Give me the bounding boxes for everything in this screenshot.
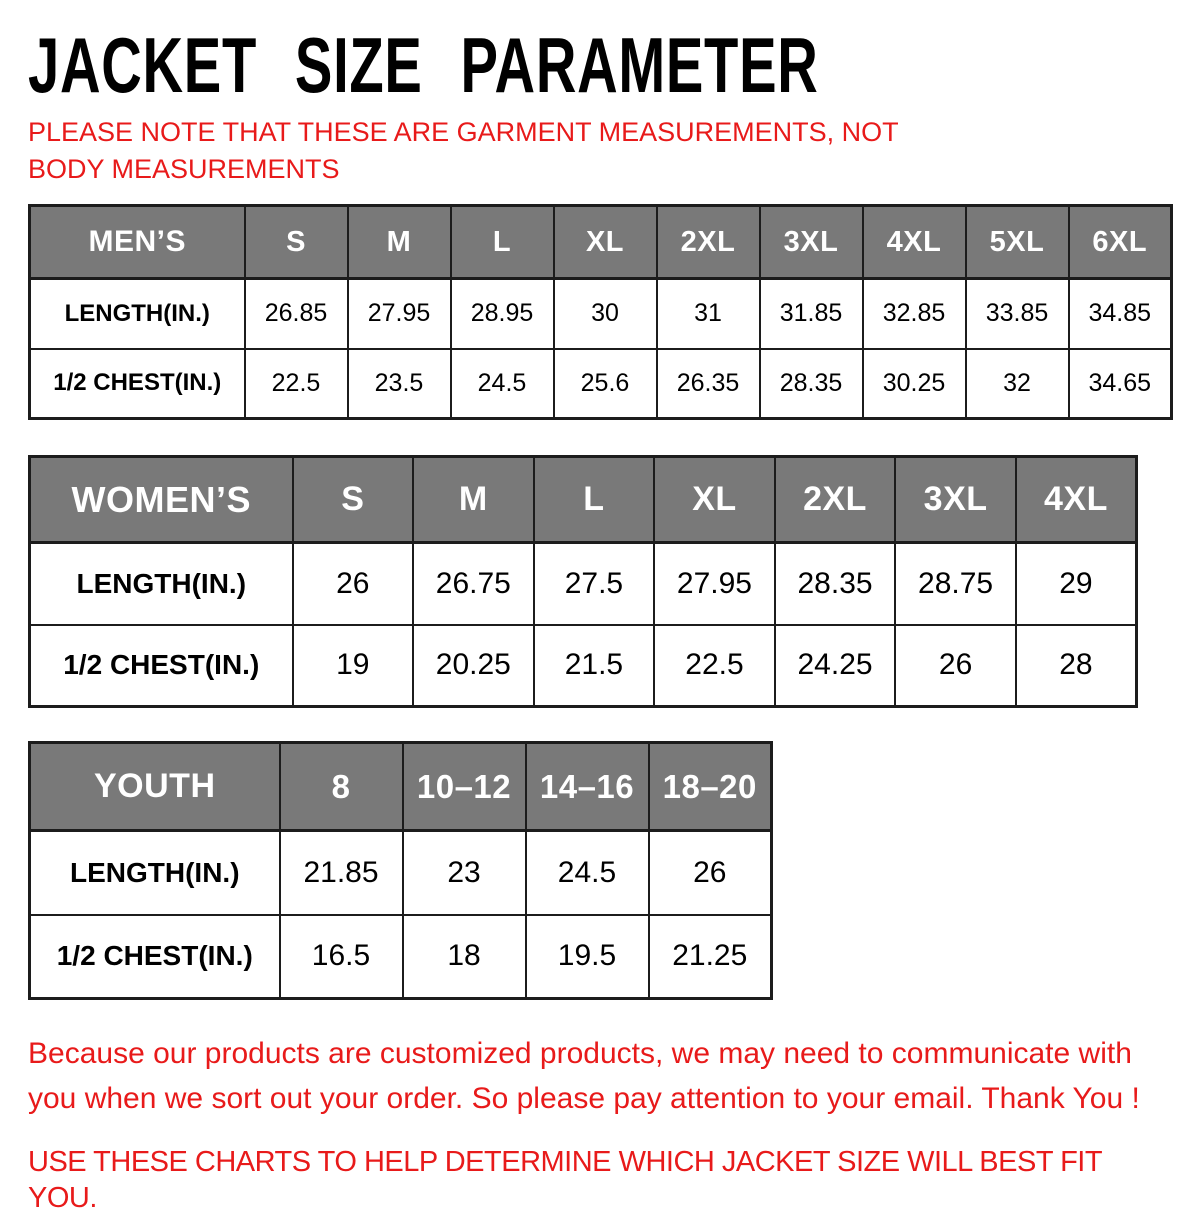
- measurement-value: 25.6: [554, 349, 657, 419]
- measurement-value: 24.5: [451, 349, 554, 419]
- size-column-header: 2XL: [657, 206, 760, 279]
- measurement-value: 26.85: [245, 279, 348, 349]
- measurement-value: 32: [966, 349, 1069, 419]
- size-column-header: 14–16: [526, 743, 649, 831]
- size-column-header: 3XL: [760, 206, 863, 279]
- measurement-row: [30, 831, 772, 915]
- size-column-header: 5XL: [966, 206, 1069, 279]
- measurement-value: 21.25: [649, 915, 772, 999]
- measurement-value: 34.65: [1069, 349, 1172, 419]
- measurement-value: 28.75: [895, 543, 1016, 625]
- measurement-value: 26: [649, 831, 772, 915]
- measurement-value: 16.5: [280, 915, 403, 999]
- size-column-header: 10–12: [403, 743, 526, 831]
- mens-table-title-cell: MEN’S: [30, 206, 245, 279]
- measurement-value: 26.75: [413, 543, 534, 625]
- measurement-row: [30, 625, 1137, 707]
- measurement-value: 28.95: [451, 279, 554, 349]
- garment-measurement-note: PLEASE NOTE THAT THESE ARE GARMENT MEASUREMENTS, NOT BODY MEASUREMENTS: [28, 117, 899, 184]
- size-column-header: 6XL: [1069, 206, 1172, 279]
- fit-advice-note: USE THESE CHARTS TO HELP DETERMINE WHICH JACKET SIZE WILL BEST FIT YOU.: [28, 1146, 1102, 1214]
- measurement-value: 30: [554, 279, 657, 349]
- measurement-row-label: 1/2 CHEST(IN.): [30, 915, 280, 999]
- measurement-row-label: LENGTH(IN.): [30, 279, 245, 349]
- size-column-header: S: [245, 206, 348, 279]
- measurement-value: 22.5: [245, 349, 348, 419]
- measurement-row-label: LENGTH(IN.): [30, 831, 280, 915]
- measurement-value: 26: [293, 543, 414, 625]
- measurement-row-label: LENGTH(IN.): [30, 543, 293, 625]
- measurement-value: 23.5: [348, 349, 451, 419]
- measurement-value: 31: [657, 279, 760, 349]
- size-column-header: 4XL: [1016, 457, 1137, 543]
- measurement-value: 26: [895, 625, 1016, 707]
- measurement-value: 29: [1016, 543, 1137, 625]
- measurement-value: 26.35: [657, 349, 760, 419]
- measurement-row: [30, 915, 772, 999]
- measurement-value: 27.5: [534, 543, 655, 625]
- page-title-text: JACKET SIZE PARAMETER: [28, 21, 819, 109]
- youth-header-row: [30, 743, 772, 831]
- customization-note: Because our products are customized products, we may need to communicate with you when we sort out your order. So please pay attention to your email. Thank You !: [28, 1037, 1140, 1115]
- size-column-header: 3XL: [895, 457, 1016, 543]
- mens-header-row: [30, 206, 1172, 279]
- measurement-value: 28.35: [775, 543, 896, 625]
- measurement-value: 30.25: [863, 349, 966, 419]
- measurement-value: 24.25: [775, 625, 896, 707]
- womens-header-row: [30, 457, 1137, 543]
- measurement-value: 20.25: [413, 625, 534, 707]
- measurement-value: 33.85: [966, 279, 1069, 349]
- measurement-value: 28: [1016, 625, 1137, 707]
- measurement-value: 21.85: [280, 831, 403, 915]
- measurement-value: 19: [293, 625, 414, 707]
- measurement-value: 27.95: [654, 543, 775, 625]
- measurement-value: 19.5: [526, 915, 649, 999]
- youth-size-table: [28, 741, 773, 1000]
- size-column-header: S: [293, 457, 414, 543]
- measurement-value: 27.95: [348, 279, 451, 349]
- measurement-value: 28.35: [760, 349, 863, 419]
- mens-size-table: [28, 204, 1173, 420]
- size-column-header: 2XL: [775, 457, 896, 543]
- measurement-value: 32.85: [863, 279, 966, 349]
- measurement-row: [30, 349, 1172, 419]
- measurement-row-label: 1/2 CHEST(IN.): [30, 625, 293, 707]
- size-column-header: 4XL: [863, 206, 966, 279]
- measurement-value: 24.5: [526, 831, 649, 915]
- measurement-row: [30, 279, 1172, 349]
- measurement-value: 22.5: [654, 625, 775, 707]
- size-column-header: L: [451, 206, 554, 279]
- size-column-header: XL: [554, 206, 657, 279]
- womens-table-title-cell: WOMEN’S: [30, 457, 293, 543]
- womens-size-table: [28, 455, 1138, 708]
- page-title: [28, 21, 1172, 109]
- size-column-header: L: [534, 457, 655, 543]
- size-column-header: XL: [654, 457, 775, 543]
- size-column-header: M: [413, 457, 534, 543]
- size-column-header: M: [348, 206, 451, 279]
- measurement-value: 21.5: [534, 625, 655, 707]
- youth-table-title-cell: YOUTH: [30, 743, 280, 831]
- measurement-row: [30, 543, 1137, 625]
- measurement-value: 34.85: [1069, 279, 1172, 349]
- measurement-value: 31.85: [760, 279, 863, 349]
- measurement-row-label: 1/2 CHEST(IN.): [30, 349, 245, 419]
- measurement-value: 23: [403, 831, 526, 915]
- measurement-value: 18: [403, 915, 526, 999]
- size-column-header: 8: [280, 743, 403, 831]
- size-column-header: 18–20: [649, 743, 772, 831]
